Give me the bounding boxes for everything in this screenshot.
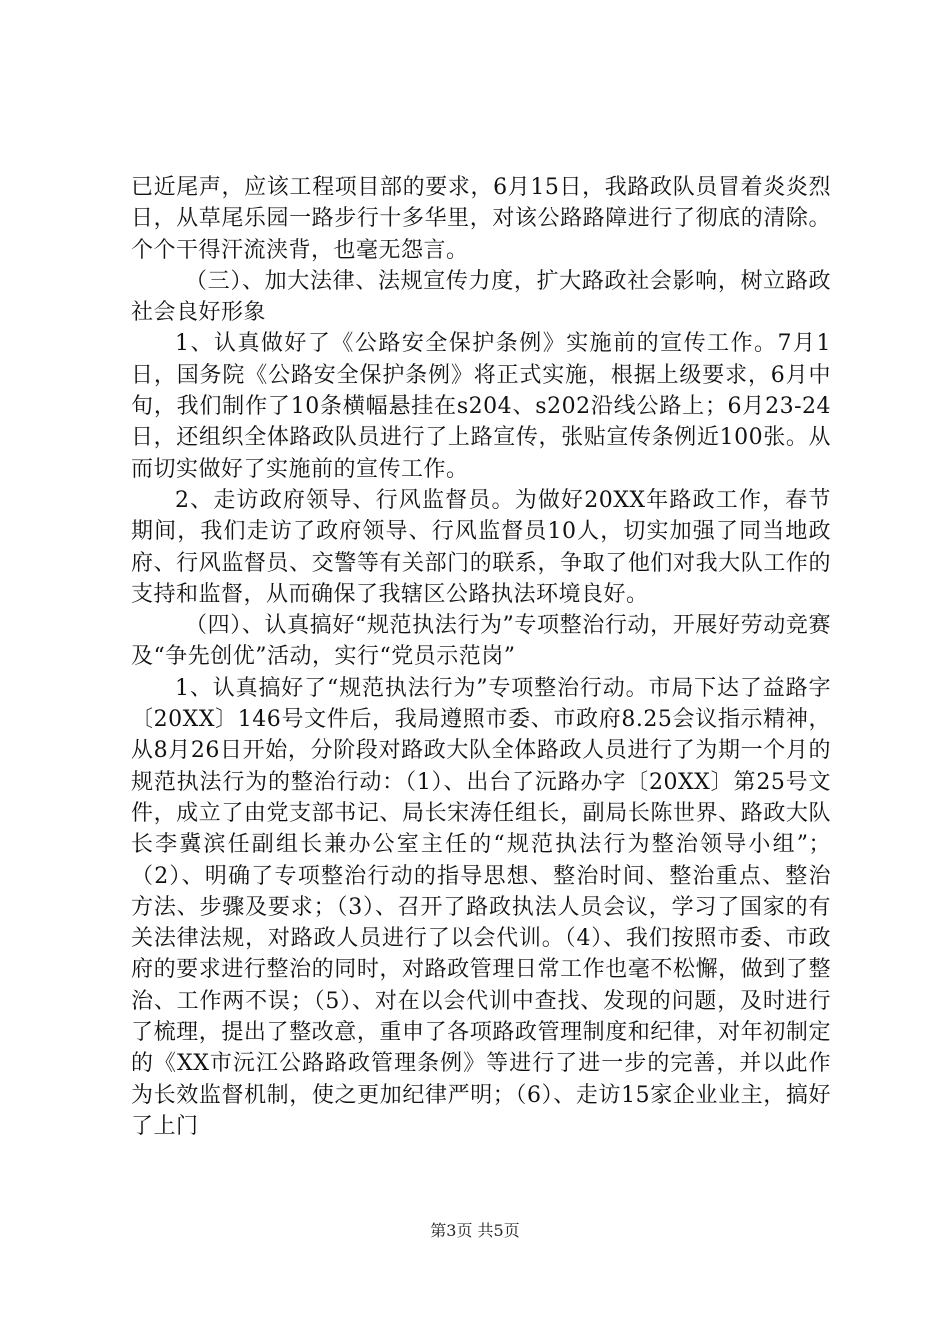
paragraph-visits: 2、走访政府领导、行风监督员。为做好20XX年路政工作，春节期间，我们走访了政府领导、行风监督员10人，切实加强了同当地政府、行风监督员、交警等有关部门的联系，争取了他们对我大队工作的支持和监督，从而确保了我辖区公路执法环境良好。	[131, 487, 831, 607]
paragraph-continuation: 已近尾声，应该工程项目部的要求，6月15日，我路政队员冒着炎炎烈日，从草尾乐园一路步行十多华里，对该公路路障进行了彻底的清除。个个干得汗流浃背，也毫无怨言。	[131, 175, 831, 263]
section-heading-four: （四）、认真搞好“规范执法行为”专项整治行动，开展好劳动竞赛及“争先创优”活动，实行“党员示范岗”	[131, 613, 831, 670]
page-number-footer: 第3页 共5页	[430, 1221, 520, 1240]
section-heading-three: （三）、加大法律、法规宣传力度，扩大路政社会影响，树立路政社会良好形象	[131, 268, 831, 326]
paragraph-publicity: 1、认真做好了《公路安全保护条例》实施前的宣传工作。7月1日，国务院《公路安全保护条例》将正式实施，根据上级要求，6月中旬，我们制作了10条横幅悬挂在s204、s202沿线公路上；6月23-24日，还组织全体路政队员进行了上路宣传，张贴宣传条例近100张。从而切实做好了实施前的宣传工作。	[131, 331, 831, 482]
paragraph-rectification: 1、认真搞好了“规范执法行为”专项整治行动。市局下达了益路字〔20XX〕146号文件后，我局遵照市委、市政府8.25会议指示精神，从8月26日开始，分阶段对路政大队全体路政人员进行了为期一个月的规范执法行为的整治行动：（1）、出台了沅路办字〔20XX〕第25号文件，成立了由党支部书记、局长宋涛任组长，副局长陈世界、路政大队长李冀滨任副组长兼办公室主任的“规范执法行为整治领导小组”；（2）、明确了专项整治行动的指导思想、整治时间、整治重点、整治方法、步骤及要求；（3）、召开了路政执法人员会议，学习了国家的有关法律法规，对路政人员进行了以会代训。（4）、我们按照市委、市政府的要求进行整治的同时，对路政管理日常工作也毫不松懈，做到了整治、工作两不误；（5）、对在以会代训中查找、发现的问题，及时进行了梳理，提出了整改意，重申了各项路政管理制度和纪律，对年初制定的《XX市沅江公路路政管理条例》等进行了进一步的完善，并以此作为长效监督机制，使之更加纪律严明；（6）、走访15家企业业主，搞好了上门	[131, 675, 831, 1139]
document-body	[131, 172, 831, 1142]
